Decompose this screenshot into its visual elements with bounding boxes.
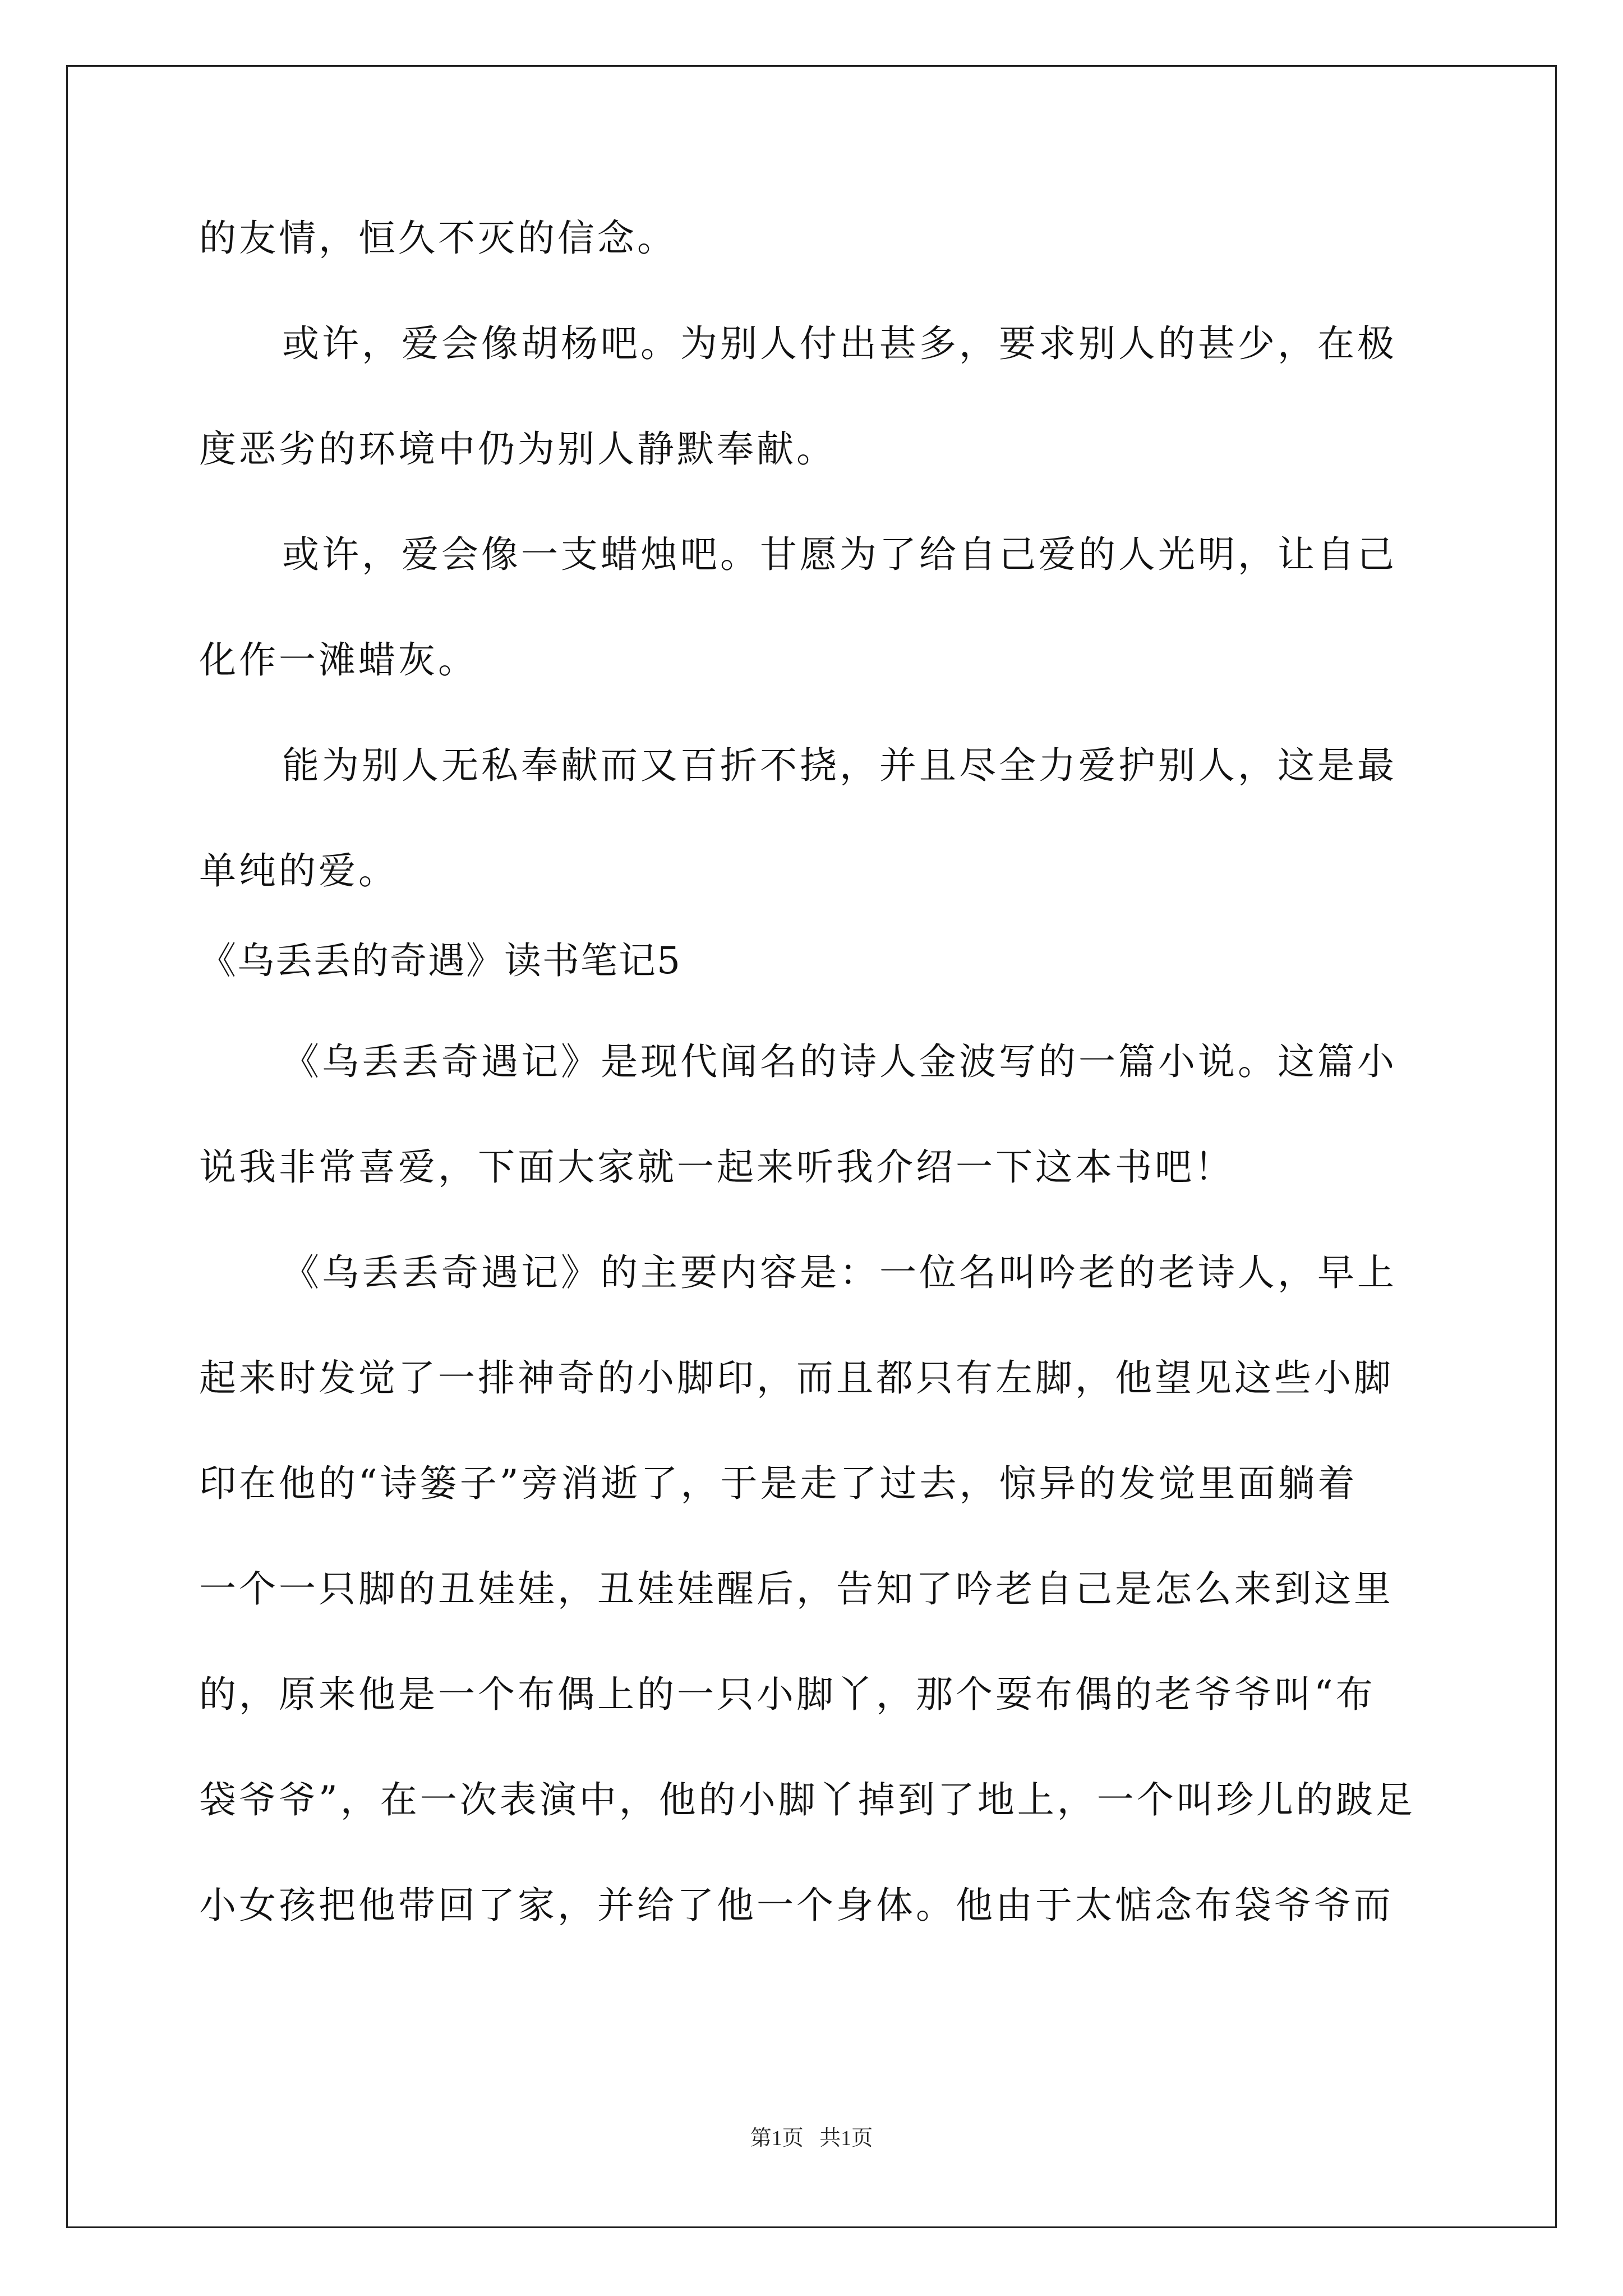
- text-line: 小女孩把他带回了家，并给了他一个身体。他由于太惦念布袋爷爷而: [199, 1884, 1394, 1927]
- text-line: 一个一只脚的丑娃娃，丑娃娃醒后，告知了吟老自己是怎么来到这里: [199, 1567, 1394, 1611]
- paragraph-start-line: 或许，爱会像一支蜡烛吧。甘愿为了给自己爱的人光明，让自己: [282, 533, 1397, 576]
- text-line: 起来时发觉了一排神奇的小脚印，而且都只有左脚，他望见这些小脚: [199, 1356, 1394, 1400]
- paragraph-start-line: 《乌丢丢奇遇记》的主要内容是：一位名叫吟老的老诗人，早上: [282, 1251, 1397, 1294]
- paragraph-start-line: 《乌丢丢奇遇记》是现代闻名的诗人金波写的一篇小说。这篇小: [282, 1040, 1397, 1083]
- text-line: 的，原来他是一个布偶上的一只小脚丫，那个耍布偶的老爷爷叫“布: [199, 1673, 1376, 1716]
- text-line: 化作一滩蜡灰。: [199, 638, 478, 682]
- paragraph-start-line: 能为别人无私奉献而又百折不挠，并且尽全力爱护别人，这是最: [282, 744, 1397, 787]
- text-line: 单纯的爱。: [199, 849, 398, 892]
- section-heading: 《乌丢丢的奇遇》读书笔记5: [199, 939, 681, 982]
- text-line: 的友情，恒久不灭的信念。: [199, 217, 677, 260]
- paragraph-start-line: 或许，爱会像胡杨吧。为别人付出甚多，要求别人的甚少，在极: [282, 322, 1397, 365]
- text-line: 说我非常喜爱，下面大家就一起来听我介绍一下这本书吧！: [199, 1145, 1234, 1189]
- text-line: 度恶劣的环境中仍为别人静默奉献。: [199, 427, 836, 471]
- page-footer: 第1页 共1页: [750, 2127, 873, 2150]
- text-line: 袋爷爷”，在一次表演中，他的小脚丫掉到了地上，一个叫珍儿的跛足: [199, 1778, 1415, 1821]
- text-line: 印在他的“诗篓子”旁消逝了，于是走了过去，惊异的发觉里面躺着: [199, 1462, 1358, 1505]
